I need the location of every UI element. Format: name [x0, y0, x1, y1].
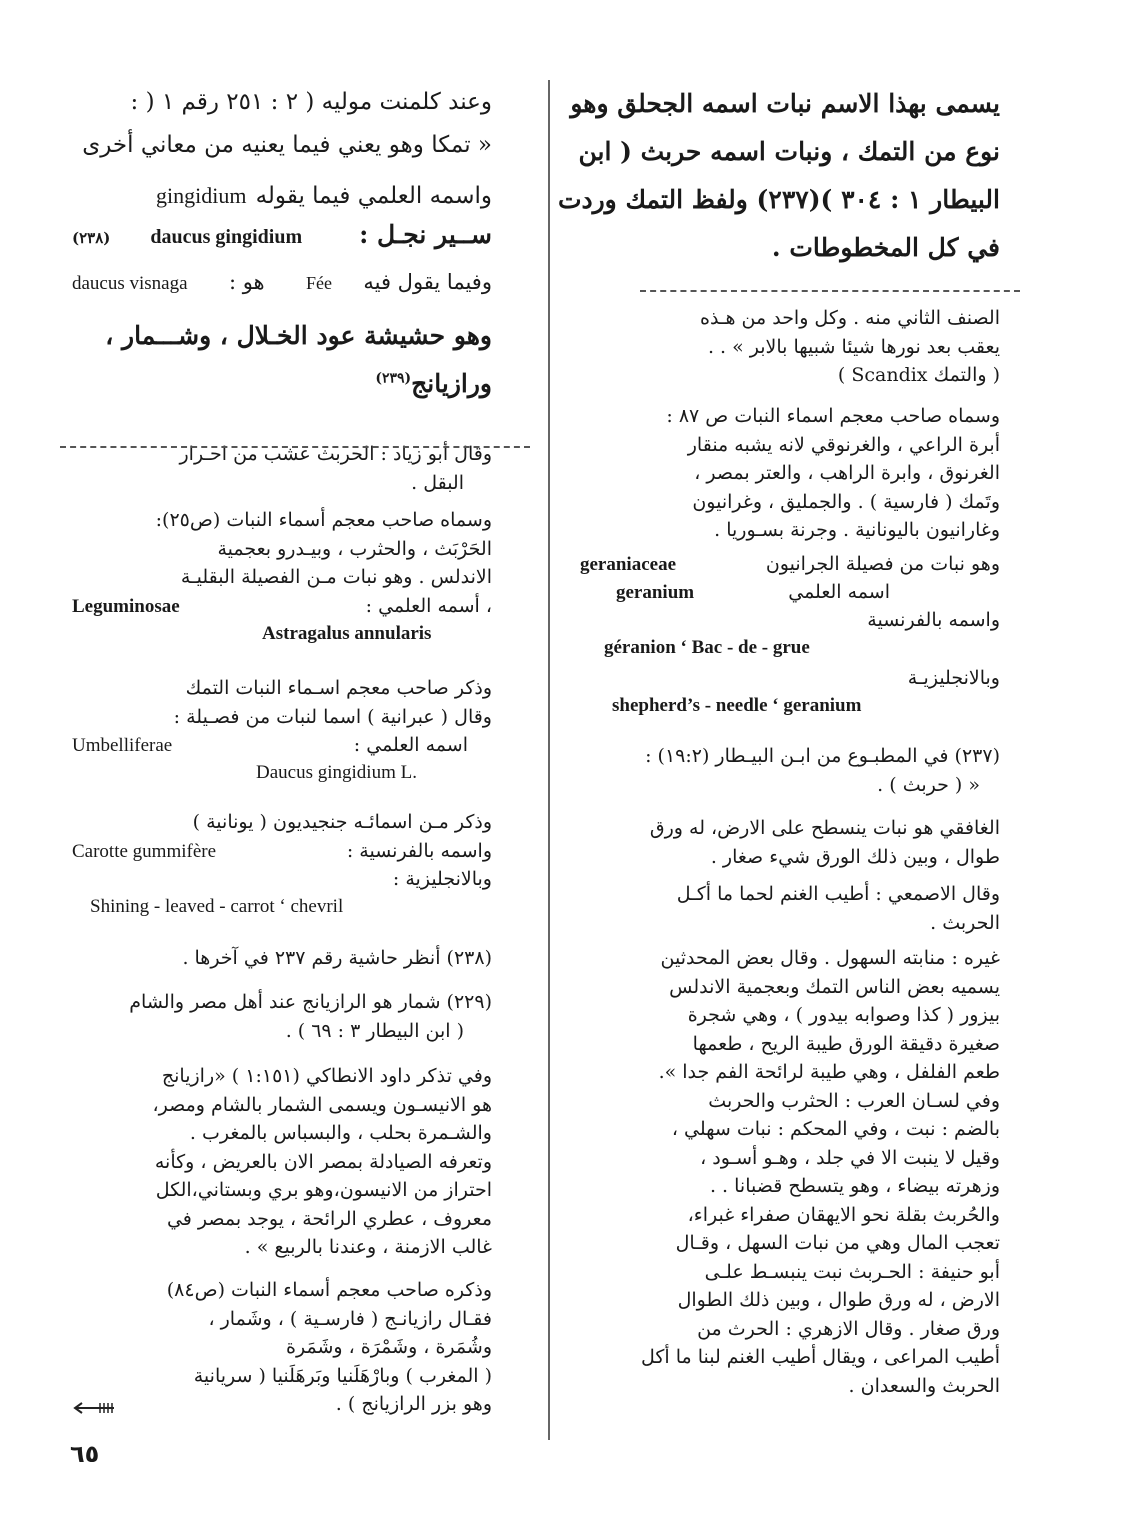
text-line: فقـال رازيانـج ( فارسـية ) ، وشَمار ، — [208, 1307, 492, 1330]
page-number: ٦٥ — [70, 1440, 100, 1468]
fee-line — [72, 270, 492, 310]
family-label: وهو نبات من فصيلة الجرانيون — [765, 553, 1000, 575]
ghafiqi-paragraph — [580, 814, 1000, 871]
fee-ar-before: وفيما يقول فيه — [363, 270, 492, 294]
text-line: وتعرفه الصيادلة بمصر الان بالعريض ، وكأنه — [154, 1150, 492, 1173]
section-divider-left — [60, 446, 530, 448]
text-line: وفي تذكر داود الانطاكي (١:١٥١ ) «رازيانج — [161, 1065, 492, 1087]
text-line: وهو حشيشة عود الخـلال ، وشـــمار ، — [105, 321, 492, 350]
text-line: وسماه صاحب معجم اسماء النبات ص ٨٧ : — [666, 405, 1000, 427]
english-label: وبالانجليزية : — [392, 867, 492, 890]
text-line: هو الانيسـون ويسمى الشمار بالشام ومصر، — [152, 1093, 492, 1116]
seer-najal-line — [72, 220, 492, 260]
umbelliferae-latin: Umbelliferae — [72, 735, 173, 756]
carotte-ar: واسمه بالفرنسية : — [346, 839, 492, 862]
text-line: يسميه بعض الناس التمك وبعجمية الاندلس — [669, 975, 1000, 998]
left-bold-paragraph — [72, 312, 492, 408]
text-line: وفي لسـان العرب : الحثرب والحربث — [708, 1089, 1000, 1112]
text-line: (٢٣٧) في المطبـوع من ابـن البيـطار (١٩:٢) : — [645, 745, 1000, 767]
jinjidyun-paragraph — [72, 808, 492, 923]
text-line: ( والتمك Scandix ) — [837, 364, 1000, 386]
text-line: طعم الفلفل ، وهي طيبة لرائحة الفم جدا ». — [658, 1061, 1000, 1083]
text-line: البيطار ١ : ٣٠٤ )(٢٣٧) ولفظ التمك وردت — [557, 185, 1000, 214]
text-line: وسماه صاحب معجم أسماء النبات (ص٢٥): — [155, 509, 492, 531]
seer-najal-group — [72, 226, 302, 249]
sci-name-label: واسمه العلمي فيما يقوله — [255, 183, 492, 209]
text-line: والشـمرة بحلب ، والبسباس بالمغرب . — [189, 1122, 492, 1144]
footnote-ref-238: (٢٣٨) — [72, 229, 111, 247]
bold-text: ورازيانج — [411, 369, 492, 398]
chevril-latin: Shining - leaved - carrot ‘ chevril — [90, 895, 344, 917]
sci-label: اسمه العلمي — [788, 581, 890, 603]
text-line: وقيل لا ينبت الا في جلد ، وهـو أسـود ، — [700, 1146, 1000, 1169]
footnote-238 — [72, 944, 492, 973]
french-latin: géranion ‘ Bac - de - grue — [604, 637, 810, 658]
text-line: الحَرْبَث ، والحثرب ، وبيـدرو بعجمية — [217, 537, 492, 560]
text-line: في كل المخطوطات . — [771, 233, 1000, 262]
text-line: ( ابن البيطار ٣ : ٦٩ ) . — [285, 1019, 464, 1042]
footnote-237 — [580, 742, 1000, 799]
text-line: وذكره صاحب معجم أسماء النبات (ص٨٤) — [166, 1279, 492, 1301]
muajam-paragraph — [72, 506, 492, 652]
seer-najal-latin: daucus gingidium — [150, 226, 303, 248]
sci-name-row — [72, 176, 492, 216]
text-line: وغارانيون باليونانية . وجرنة بسـوريا . — [714, 519, 1000, 541]
text-line: وقال الاصمعي : أطيب الغنم لحما ما أكـل — [676, 883, 1000, 905]
text-line: معروف ، عطري الرائحة ، يوجد بمصر في — [166, 1207, 492, 1230]
text-line: يسمى بهذا الاسم نبات اسمه الجحلق وهو — [570, 89, 1000, 118]
dhakarahu-paragraph — [72, 1276, 492, 1419]
asmai-paragraph — [580, 880, 1000, 937]
footnote-239 — [72, 988, 492, 1045]
text-line: وهو بزر الرازيانج ) . — [335, 1393, 492, 1415]
text-line: « ( حربث ) . — [877, 773, 980, 796]
text-line: احتراز من الانيسون،وهو بري وبستاني،الكل — [155, 1179, 492, 1201]
column-divider — [548, 80, 550, 1440]
text-line: الغرنوق ، وابرة الراهب ، والعتر بمصر ، — [694, 462, 1000, 484]
fee-row — [72, 270, 492, 310]
text-line: وزهرته بيضاء ، وهو يتسطح قضبانا . . — [709, 1175, 1000, 1197]
text-line: الحربث . — [930, 911, 1000, 934]
text-line: تعجب المال وهي من نبات السهل ، وقـال — [675, 1232, 1000, 1254]
text-line: ورق صغار . وقال الازهري : الحرث من — [697, 1317, 1000, 1340]
left-top-paragraph — [72, 82, 492, 168]
text-line: صغيرة دقيقة الورق طيبة الريح ، طعمها — [692, 1032, 1000, 1055]
family-latin: geraniaceae — [580, 554, 677, 575]
sci-latin: geranium — [616, 582, 695, 603]
text-line: ( المغرب ) وبارْهَلَنيا وبَرهَلَنيا ( سريانية — [193, 1364, 492, 1387]
carotte-latin: Carotte gummifère — [72, 840, 217, 862]
text-line: وعند كلمنت موليه ( ٢ : ٢٥١ رقم ١ ( : — [130, 89, 492, 115]
leguminosae-latin: Leguminosae — [72, 595, 180, 617]
tadhkira-paragraph — [72, 1062, 492, 1262]
text-line: وتَمك ( فارسية ) . والجمليق ، وغرانيون — [692, 490, 1000, 513]
text-line: بالضم : نبت ، وفي المحكم : نبات سهلي ، — [671, 1118, 1000, 1140]
geranium-section — [580, 550, 1000, 722]
right-top-paragraph — [557, 80, 1000, 272]
text-line: أبرة الراعي ، والغرنوقي لانه يشبه منقار — [687, 433, 1000, 456]
text-line: « تمكا وهو يعني فيما يعنيه من معاني أخرى — [82, 132, 492, 158]
text-line: وشُمَرة ، وشَمْرَة ، وشَمَرة — [286, 1336, 492, 1358]
text-line: غالب الازمنة ، وعندنا بالربيع » . — [244, 1236, 492, 1258]
sci-name-line — [72, 176, 492, 216]
daucus-latin: Daucus gingidium L. — [256, 762, 417, 783]
sci-line — [580, 578, 1000, 606]
fee-latin: Fée — [306, 273, 332, 293]
leguminosae-ar: ، أسمه العلمي : — [365, 594, 492, 617]
text-line: يعقب بعد نورها شيئا شبيها بالابر » . . — [707, 335, 1000, 358]
section-divider — [640, 290, 1020, 292]
text-line: الاندلس . وهو نبات مـن الفصيلة البقليـة — [180, 566, 492, 588]
ghayruh-paragraph — [580, 944, 1000, 1400]
text-line: (٢٢٩) شمار هو الرازيانج عند أهل مصر والشام — [129, 991, 492, 1013]
text-line: نوع من التمك ، ونبات اسمه حربث ( ابن — [578, 137, 1000, 166]
text-line: والحُربث بقلة نحو الايهقان صفراء غبراء، — [687, 1203, 1000, 1226]
text-line: وذكر مـن اسمائـه جنجيديون ( يونانية ) — [192, 811, 492, 833]
fee-sci-latin: daucus visnaga — [72, 273, 188, 294]
english-latin: shepherd’s - needle ‘ geranium — [612, 695, 862, 716]
dhakar-paragraph — [72, 674, 492, 789]
umbelliferae-row — [72, 731, 492, 759]
text-line: الصنف الثاني منه . وكل واحد من هـذه — [699, 307, 1000, 329]
right-note-a — [580, 304, 1000, 390]
text-line: الحربث والسعدان . — [848, 1374, 1000, 1397]
umbelliferae-ar: اسمه العلمي : — [353, 734, 468, 756]
fee-ar-mid: هو : — [228, 270, 265, 294]
english-label: وبالانجليزيـة — [907, 667, 1000, 689]
abu-ziyad-paragraph — [72, 440, 492, 497]
seer-najal-ar: ســير نجـل : — [359, 220, 492, 249]
text-line: وقال ( عبرانية ) اسما لنبات من فصـيلة : — [173, 705, 492, 728]
text-line-ref — [72, 360, 492, 408]
text-line: طوال ، وبين ذلك الورق شيء صغار . — [710, 845, 1000, 868]
text-line: الغافقي هو نبات ينسطح على الارض، له ورق — [649, 817, 1000, 839]
text-line: بيزور ( كذا وصوابه بيدور ) ، وهي شجرة — [687, 1004, 1000, 1026]
continuation-arrow-icon — [70, 1400, 116, 1416]
text-line: أبو حنيفة : الحـربث نبت ينبسـط علـى — [704, 1260, 1000, 1283]
text-line: (٢٣٨) أنظر حاشية رقم ٢٣٧ في آخرها . — [182, 947, 492, 969]
french-label: واسمه بالفرنسية — [867, 609, 1000, 631]
astragalus-latin: Astragalus annularis — [262, 622, 432, 644]
text-line: وذكر صاحب معجم اسـماء النبات التمك — [185, 677, 492, 699]
sci-name-latin: gingidium — [156, 183, 247, 208]
footnote-ref-239: (٢٣٩) — [375, 370, 412, 387]
text-line: غيره : منابته السهول . وقال بعض المحدثين — [660, 947, 1000, 969]
right-note-b — [580, 402, 1000, 545]
family-line — [580, 550, 1000, 578]
text-line: الارض ، له ورق طوال ، وبين ذلك الطوال — [677, 1289, 1000, 1311]
text-line: البقل . — [411, 471, 464, 494]
seer-najal-row — [72, 220, 492, 260]
text-line: وقال أبو زياد : الحربث عشب من احـرار — [179, 443, 492, 465]
carotte-row — [72, 837, 492, 865]
leguminosae-row — [72, 592, 492, 620]
text-line: أطيب المراعى ، ويقال أطيب الغنم لبنا ما أكل — [640, 1346, 1000, 1368]
